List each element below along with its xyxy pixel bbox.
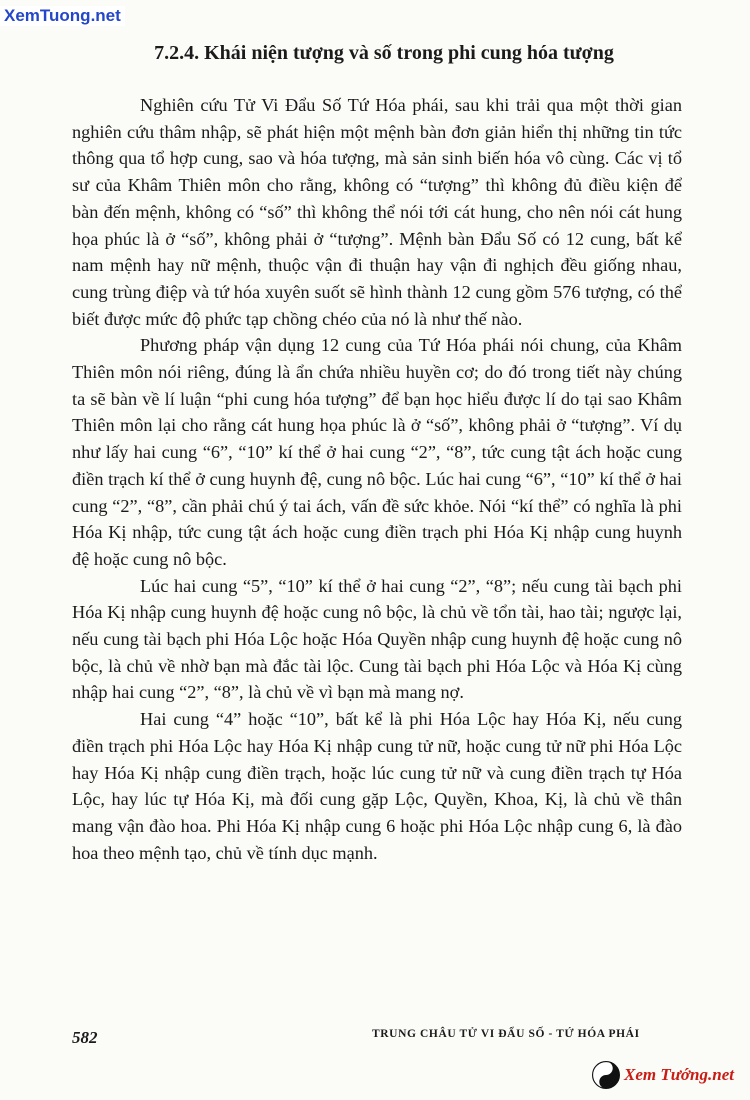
footer-logo[interactable] [592,1058,734,1092]
paragraph: Nghiên cứu Tử Vi Đẩu Số Tứ Hóa phái, sau khi trải qua một thời gian nghiên cứu thâm nhập, sẽ phát hiện một mệnh bàn đơn giản hiển thị những tin tức thông qua tổ hợp cung, sao và hóa tượng, mà sản sinh biến hóa vô cùng. Các vị tổ sư của Khâm Thiên môn cho rằng, không có “tượng” thì không đủ điều kiện để bàn đến mệnh, không có “số” thì không thể nói tới cát hung, cho nên nói cát hung họa phúc là ở “số”, không phải ở “tượng”. Mệnh bàn Đẩu Số có 12 cung, bất kể nam mệnh hay nữ mệnh, thuộc vận đi thuận hay vận đi nghịch đều giống nhau, cung trùng điệp và tứ hóa xuyên suốt sẽ hình thành 12 cung gồm 576 tượng, có thể biết được mức độ phức tạp chồng chéo của nó là như thế nào. [72,95,682,329]
logo-text: Xem Tướng.net [624,1065,734,1084]
yin-yang-icon [592,1061,620,1089]
section-title: 7.2.4. Khái niện tượng và số trong phi cung hóa tượng [154,42,614,64]
body-text [72,92,682,866]
page-number: 582 [72,1028,98,1047]
paragraph: Phương pháp vận dụng 12 cung của Tứ Hóa phái nói chung, của Khâm Thiên môn nói riêng, đúng là ẩn chứa nhiều huyền cơ; do đó trong tiết này chúng ta sẽ bàn về lí luận “phi cung hóa tượng” để bạn học hiểu được lí do tại sao Khâm Thiên môn lại cho rằng cát hung họa phúc là ở “số”, không phải ở “tượng”. Ví dụ như lấy hai cung “6”, “10” kí thể ở hai cung “2”, “8”, tức cung tật ách hoặc cung điền trạch kí thể ở cung huynh đệ, cung nô bộc. Lúc hai cung “6”, “10” kí thể ở hai cung “2”, “8”, cần phải chú ý tai ách, vấn đề sức khỏe. Nói “kí thể” có nghĩa là phi Hóa Kị nhập, tức cung tật ách hoặc cung điền trạch phi Hóa Kị nhập cung huynh đệ hoặc cung nô bộc. [72,335,682,569]
running-head: TRUNG CHÂU TỬ VI ĐẨU SỐ - TỨ HÓA PHÁI [372,1028,640,1040]
site-watermark[interactable]: XemTuong.net [0,6,125,26]
paragraph: Lúc hai cung “5”, “10” kí thể ở hai cung “2”, “8”; nếu cung tài bạch phi Hóa Kị nhập cung huynh đệ hoặc cung nô bộc, là chủ về tổn tài, hao tài; ngược lại, nếu cung tài bạch phi Hóa Lộc hoặc Hóa Quyền nhập cung huynh đệ hoặc cung nô bộc, là chủ về nhờ bạn mà đắc tài lộc. Cung tài bạch phi Hóa Lộc và Hóa Kị cùng nhập hai cung “2”, “8”, là chủ về vì bạn mà mang nợ. [72,575,682,703]
paragraph: Hai cung “4” hoặc “10”, bất kể là phi Hóa Lộc hay Hóa Kị, nếu cung điền trạch phi Hóa Lộc hay Hóa Kị nhập cung tử nữ, hoặc cung tử nữ phi Hóa Lộc hay Hóa Kị nhập cung điền trạch, hoặc lúc cung tử nữ và cung điền trạch tự Hóa Lộc, hay lúc tự Hóa Kị, mà đối cung gặp Lộc, Quyền, Khoa, Kị, là chủ về thân mang vận đào hoa. Phi Hóa Kị nhập cung 6 hoặc phi Hóa Lộc nhập cung 6, là đào hoa theo mệnh tạo, chủ về tính dục mạnh. [72,709,682,863]
